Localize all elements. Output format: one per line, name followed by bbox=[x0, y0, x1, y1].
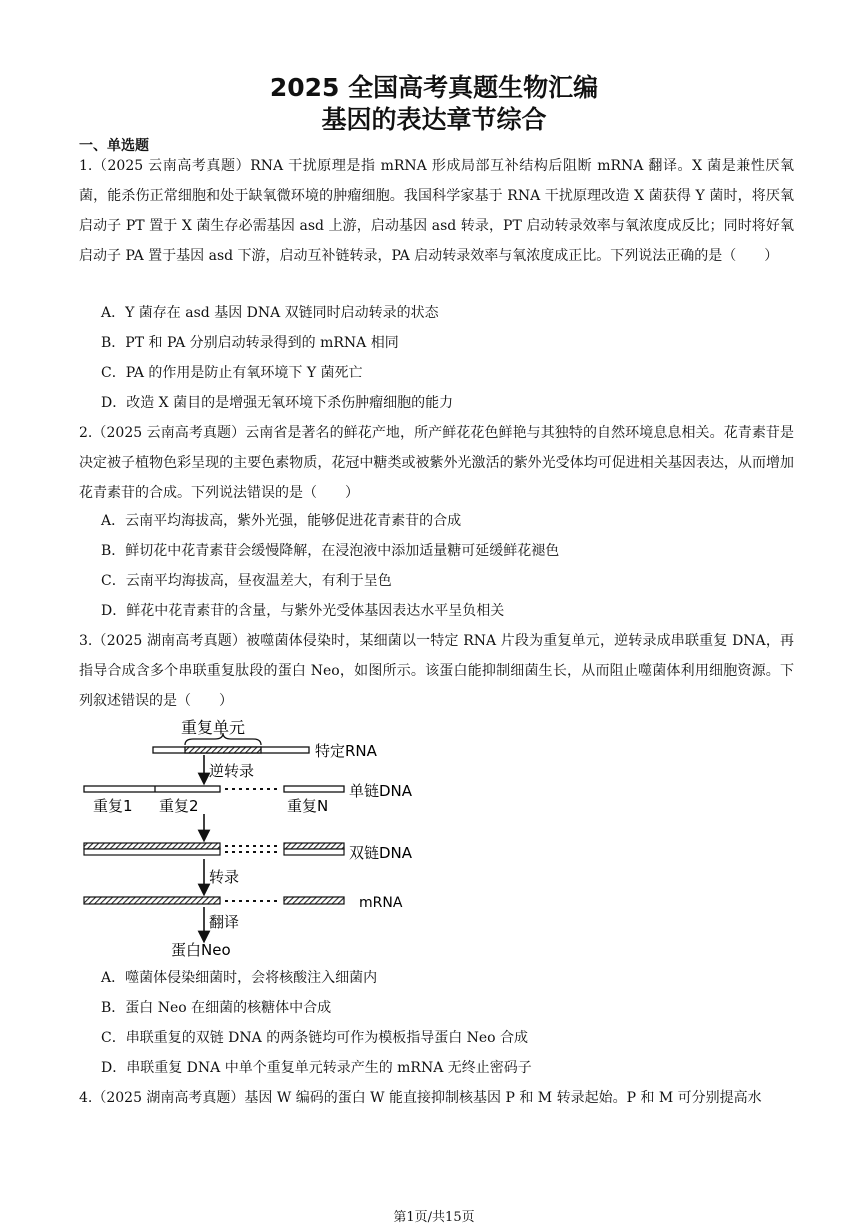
dsdna-strand-bottom bbox=[84, 849, 220, 855]
question-1-option-d: D．改造 X 菌目的是增强无氧环境下杀伤肿瘤细胞的能力 bbox=[101, 395, 454, 411]
question-1-stem: 1.（2025 云南高考真题）RNA 干扰原理是指 mRNA 形成局部互补结构后阻断 mRNA 翻译。X 菌是兼性厌氧菌，能杀伤正常细胞和处于缺氧微环境的肿瘤细胞。我国科学家基于 RNA 干扰原理改造 X 菌获得 Y 菌时，将厌氧启动子 PT 置于 X 菌生存必需基因 asd 上游，启动基因 asd 转录，PT 启动转录效率与氧浓度成反比；同时将好氧启动子 PA 置于基因 asd 下游，启动互补链转录，PA 启动转录效率与氧浓度成正比。下列说法正确的是（ ） bbox=[79, 158, 794, 264]
repeat-n-label: 重复N bbox=[287, 797, 329, 815]
document-title-line1: 2025 全国高考真题生物汇编 bbox=[269, 73, 599, 102]
reverse-transcription-label: 逆转录 bbox=[209, 762, 255, 780]
protein-neo-label: 蛋白Neo bbox=[171, 941, 231, 959]
mrna-bar bbox=[84, 897, 220, 904]
question-2-option-c: C．云南平均海拔高，昼夜温差大，有利于呈色 bbox=[101, 573, 392, 589]
dsdna-label: 双链DNA bbox=[349, 844, 413, 862]
question-3-option-a: A．噬菌体侵染细菌时，会将核酸注入细菌内 bbox=[101, 970, 378, 986]
question-3-option-d: D．串联重复 DNA 中单个重复单元转录产生的 mRNA 无终止密码子 bbox=[101, 1060, 532, 1076]
question-2-option-b: B．鲜切花中花青素苷会缓慢降解，在浸泡液中添加适量糖可延缓鲜花褪色 bbox=[101, 543, 560, 559]
question-2-option-d: D．鲜花中花青素苷的含量，与紫外光受体基因表达水平呈负相关 bbox=[101, 603, 505, 619]
document-title-line2: 基因的表达章节综合 bbox=[321, 105, 547, 134]
reverse-transcription-diagram bbox=[79, 715, 439, 960]
repeat-unit-label: 重复单元 bbox=[181, 718, 246, 737]
repeat-1-label: 重复1 bbox=[93, 797, 133, 815]
specific-rna-label: 特定RNA bbox=[315, 742, 377, 760]
ssdna-segment-right bbox=[284, 786, 344, 792]
mrna-label: mRNA bbox=[359, 895, 403, 911]
transcription-label: 转录 bbox=[209, 868, 240, 886]
page-footer: 第1页/共15页 bbox=[393, 1210, 475, 1225]
ssdna-label: 单链DNA bbox=[349, 782, 413, 800]
question-1-option-c: C．PA 的作用是防止有氧环境下 Y 菌死亡 bbox=[101, 365, 363, 381]
question-3-option-c: C．串联重复的双链 DNA 的两条链均可作为模板指导蛋白 Neo 合成 bbox=[101, 1030, 529, 1046]
repeat-unit-segment bbox=[185, 747, 261, 753]
section-heading: 一、单选题 bbox=[79, 138, 149, 154]
question-4-stem: 4.（2025 湖南高考真题）基因 W 编码的蛋白 W 能直接抑制核基因 P 和 M 转录起始。P 和 M 可分别提高水 bbox=[79, 1090, 762, 1106]
question-1-option-b: B．PT 和 PA 分别启动转录得到的 mRNA 相同 bbox=[101, 335, 399, 351]
repeat-2-label: 重复2 bbox=[159, 797, 199, 815]
translation-label: 翻译 bbox=[209, 913, 240, 931]
question-3-stem: 3.（2025 湖南高考真题）被噬菌体侵染时，某细菌以一特定 RNA 片段为重复单元，逆转录成串联重复 DNA，再指导合成含多个串联重复肽段的蛋白 Neo，如图所示。该蛋白能抑制细菌生长，从而阻止噬菌体利用细胞资源。下列叙述错误的是（ ） bbox=[79, 633, 794, 709]
question-3-option-b: B．蛋白 Neo 在细菌的核糖体中合成 bbox=[101, 1000, 332, 1016]
ssdna-segment-left bbox=[84, 786, 220, 792]
dsdna-strand-top bbox=[84, 843, 220, 849]
question-1-option-a: A．Y 菌存在 asd 基因 DNA 双链同时启动转录的状态 bbox=[101, 305, 439, 321]
question-2-option-a: A．云南平均海拔高，紫外光强，能够促进花青素苷的合成 bbox=[101, 513, 462, 529]
question-2-stem: 2.（2025 云南高考真题）云南省是著名的鲜花产地，所产鲜花花色鲜艳与其独特的自然环境息息相关。花青素苷是决定被子植物色彩呈现的主要色素物质，花冠中糖类或被紫外光激活的紫外光受体均可促进相关基因表达，从而增加花青素苷的合成。下列说法错误的是（ ） bbox=[79, 425, 794, 501]
